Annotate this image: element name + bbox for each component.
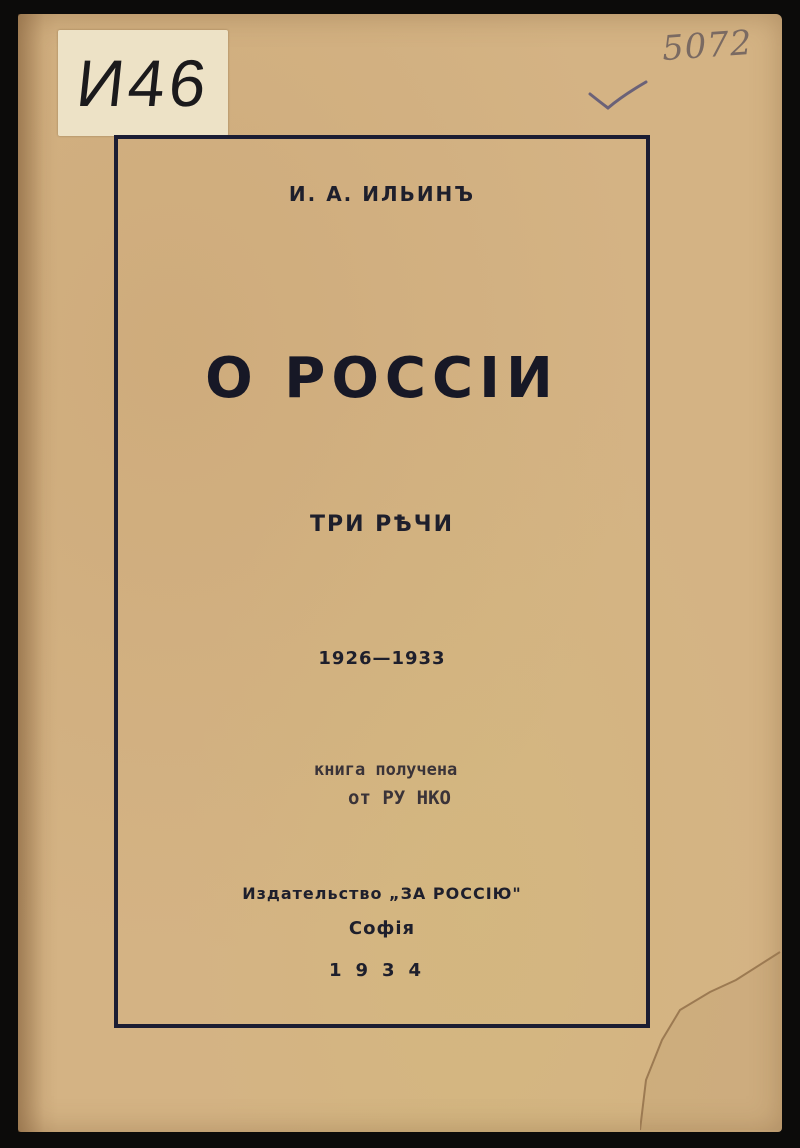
year-range: 1926—1933	[318, 648, 446, 669]
publication-year: 1934	[328, 960, 436, 981]
publication-city: Софiя	[348, 918, 416, 939]
stamp-line-1: книга получена	[314, 760, 458, 780]
stamp-line-2: от РУ НКО	[348, 787, 451, 809]
publisher-name: Издательство „ЗА РОССIЮ"	[242, 884, 522, 903]
spine-edge	[18, 14, 44, 1132]
checkmark-pencil-icon	[586, 78, 650, 118]
author-name: И. А. ИЛЬИНЪ	[288, 182, 476, 206]
catalog-label	[58, 30, 228, 136]
pencil-inventory-number: 5072	[660, 22, 754, 70]
library-stamp	[314, 756, 457, 812]
torn-corner	[640, 950, 782, 1132]
catalog-mark: И46	[72, 46, 214, 120]
book-title: О РОССIИ	[205, 346, 559, 411]
book-subtitle: ТРИ РѢЧИ	[309, 512, 454, 537]
